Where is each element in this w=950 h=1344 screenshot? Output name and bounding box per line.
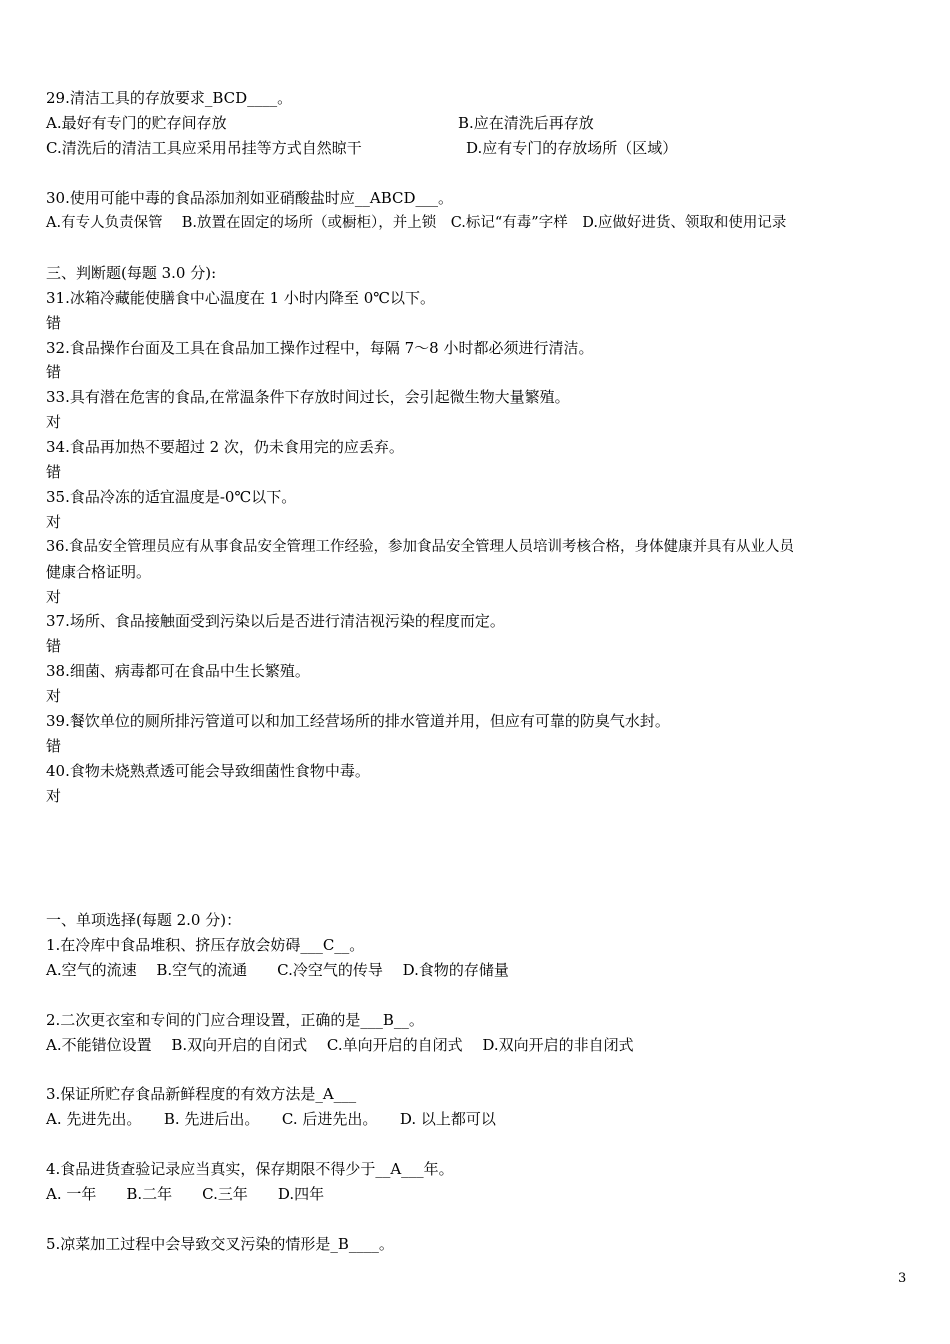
section-3-title: 三、判断题(每题 3.0 分): [46,264,217,282]
single-choice-options: A. 一年 B.二年 C.三年 D.四年 [46,1185,325,1203]
judgement-question-continued: 健康合格证明。 [46,563,152,581]
single-choice-question: 4.食品进货查验记录应当真实，保存期限不得少于__A___年。 [46,1160,454,1178]
judgement-answer: 对 [46,413,62,431]
q29-option-a: A.最好有专门的贮存间存放 [46,114,227,132]
q29-option-c: C.清洗后的清洁工具应采用吊挂等方式自然晾干 [46,139,362,157]
judgement-question: 31.冰箱冷藏能使膳食中心温度在 1 小时内降至 0℃以下。 [46,289,436,307]
q30-stem: 30.使用可能中毒的食品添加剂如亚硝酸盐时应__ABCD___。 [46,189,453,207]
q29-option-b: B.应在清洗后再存放 [458,114,594,132]
single-choice-options: A.不能错位设置 B.双向开启的自闭式 C.单向开启的自闭式 D.双向开启的非自闭式 [46,1036,634,1054]
judgement-question: 35.食品冷冻的适宜温度是-0℃以下。 [46,488,297,506]
single-choice-options: A. 先进先出。 B. 先进后出。 C. 后进先出。 D. 以上都可以 [46,1110,496,1128]
single-choice-options: A.空气的流速 B.空气的流通 C.冷空气的传导 D.食物的存储量 [46,961,509,979]
judgement-answer: 对 [46,513,62,531]
judgement-question: 40.食物未烧熟煮透可能会导致细菌性食物中毒。 [46,762,370,780]
judgement-question: 38.细菌、病毒都可在食品中生长繁殖。 [46,662,310,680]
single-choice-question: 1.在冷库中食品堆积、挤压存放会妨碍___C__。 [46,936,365,954]
judgement-answer: 错 [46,637,62,655]
judgement-question: 36.食品安全管理员应有从事食品安全管理工作经验，参加食品安全管理人员培训考核合格，身体健康并具有从业人员 [46,539,795,555]
q30-options: A.有专人负责保管 B.放置在固定的场所（或橱柜），并上锁 C.标记“有毒”字样 D.应做好进货、领取和使用记录 [46,215,787,231]
q29-stem: 29.清洁工具的存放要求_BCD____。 [46,89,293,107]
judgement-answer: 对 [46,687,62,705]
q29-option-d: D.应有专门的存放场所（区域） [466,139,678,157]
single-choice-question: 3.保证所贮存食品新鲜程度的有效方法是_A___ [46,1085,357,1103]
judgement-question: 32.食品操作台面及工具在食品加工操作过程中，每隔 7～8 小时都必须进行清洁。 [46,339,594,357]
judgement-answer: 错 [46,363,62,381]
page-number: 3 [898,1271,907,1286]
judgement-question: 37.场所、食品接触面受到污染以后是否进行清洁视污染的程度而定。 [46,612,505,630]
section-1-title: 一、单项选择(每题 2.0 分)： [46,911,242,929]
single-choice-question: 5.凉菜加工过程中会导致交叉污染的情形是_B____。 [46,1235,394,1253]
judgement-answer: 错 [46,314,62,332]
judgement-question: 33.具有潜在危害的食品,在常温条件下存放时间过长，会引起微生物大量繁殖。 [46,388,570,406]
judgement-answer: 错 [46,463,62,481]
single-choice-question: 2.二次更衣室和专间的门应合理设置，正确的是___B__。 [46,1011,424,1029]
judgement-question: 39.餐饮单位的厕所排污管道可以和加工经营场所的排水管道并用，但应有可靠的防臭气水封。 [46,712,670,730]
judgement-question: 34.食品再加热不要超过 2 次，仍未食用完的应丢弃。 [46,438,404,456]
judgement-answer: 对 [46,588,62,606]
judgement-answer: 对 [46,787,62,805]
judgement-answer: 错 [46,737,62,755]
